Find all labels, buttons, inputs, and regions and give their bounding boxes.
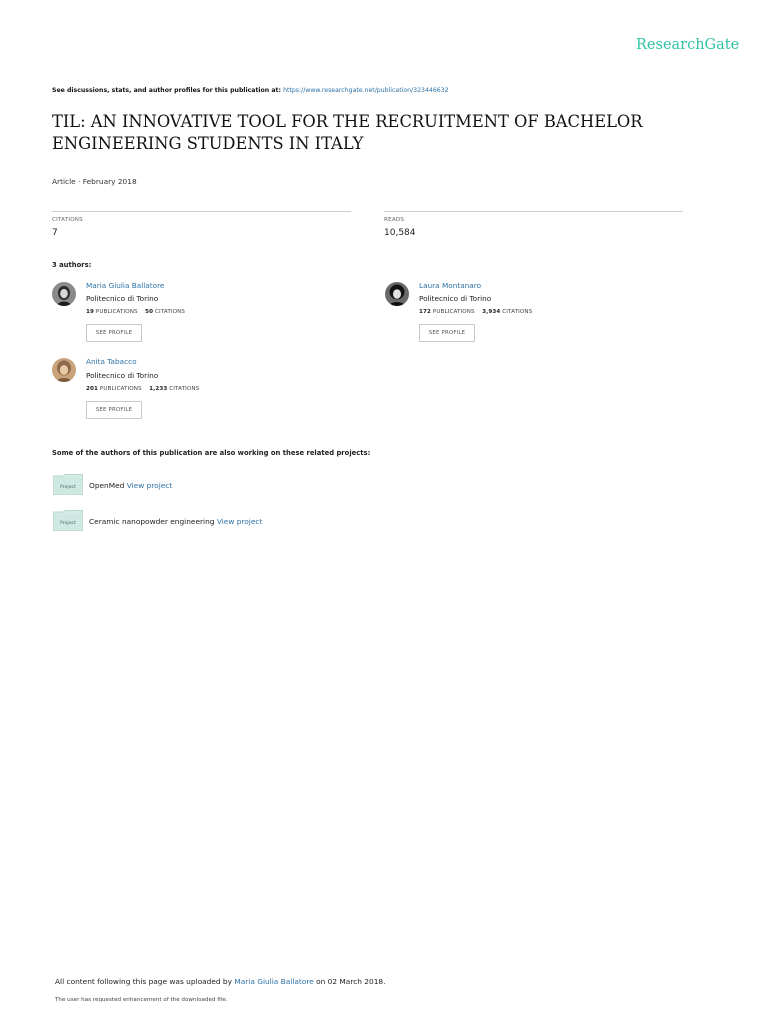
project-icon-label: Project — [60, 485, 76, 490]
author-citations-count: 3,934 — [482, 309, 501, 315]
citations-divider — [52, 211, 351, 212]
project-item — [89, 481, 172, 490]
author-publications-count: 201 — [86, 386, 98, 392]
reads-divider — [384, 211, 683, 212]
related-projects-heading: Some of the authors of this publication are also working on these related projects: — [52, 449, 371, 457]
author-stats — [86, 309, 185, 315]
author-citations-count: 1,233 — [149, 386, 168, 392]
author-publications-label: PUBLICATIONS — [99, 386, 142, 392]
author-stats — [419, 309, 532, 315]
project-folder-icon[interactable] — [53, 510, 83, 529]
citations-value: 7 — [52, 228, 58, 238]
author-citations-label: CITATIONS — [169, 386, 200, 392]
reads-label: READS — [384, 217, 405, 223]
publication-meta: Article · February 2018 — [52, 177, 137, 186]
reads-value: 10,584 — [384, 228, 416, 238]
author-citations-count: 50 — [145, 309, 154, 315]
author-name-link[interactable]: Anita Tabacco — [86, 357, 137, 366]
project-item — [89, 517, 262, 526]
uploader-link[interactable]: Maria Giulia Ballatore — [234, 977, 314, 986]
see-profile-button[interactable]: SEE PROFILE — [86, 324, 142, 342]
researchgate-logo[interactable]: ResearchGate — [636, 37, 740, 53]
citations-label: CITATIONS — [52, 217, 83, 223]
project-name: Ceramic nanopowder engineering — [89, 517, 215, 526]
author-photo-icon — [385, 282, 409, 306]
upload-notice — [55, 977, 385, 986]
author-photo-icon — [52, 358, 76, 382]
author-avatar[interactable] — [385, 282, 409, 306]
upload-notice-prefix: All content following this page was uploaded by — [55, 977, 232, 986]
see-discussions-text: See discussions, stats, and author profiles for this publication at: — [52, 87, 281, 94]
author-citations-label: CITATIONS — [155, 309, 186, 315]
author-avatar[interactable] — [52, 282, 76, 306]
view-project-link[interactable]: View project — [126, 481, 173, 490]
author-publications-label: PUBLICATIONS — [432, 309, 475, 315]
author-publications-count: 19 — [86, 309, 94, 315]
view-project-link[interactable]: View project — [216, 517, 263, 526]
see-profile-button[interactable]: SEE PROFILE — [86, 401, 142, 419]
author-publications-label: PUBLICATIONS — [95, 309, 138, 315]
author-avatar[interactable] — [52, 358, 76, 382]
project-icon-label: Project — [60, 521, 76, 526]
author-photo-icon — [52, 282, 76, 306]
see-profile-button[interactable]: SEE PROFILE — [419, 324, 475, 342]
upload-notice-suffix: on 02 March 2018. — [316, 977, 386, 986]
author-citations-label: CITATIONS — [502, 309, 533, 315]
author-institution: Politecnico di Torino — [86, 294, 159, 303]
enhancement-note: The user has requested enhancement of the downloaded file. — [55, 997, 228, 1003]
author-stats — [86, 386, 199, 392]
author-name-link[interactable]: Laura Montanaro — [419, 281, 482, 290]
publication-url-link[interactable]: https://www.researchgate.net/publication/323446632 — [283, 87, 449, 94]
author-name-link[interactable]: Maria Giulia Ballatore — [86, 281, 165, 290]
see-discussions-line — [52, 87, 449, 94]
authors-heading: 3 authors: — [52, 261, 92, 269]
project-folder-icon[interactable] — [53, 474, 83, 493]
project-name: OpenMed — [89, 481, 125, 490]
author-publications-count: 172 — [419, 309, 431, 315]
publication-title: TIL: AN INNOVATIVE TOOL FOR THE RECRUITMENT OF BACHELOR ENGINEERING STUDENTS IN ITALY — [52, 112, 643, 153]
author-institution: Politecnico di Torino — [419, 294, 492, 303]
author-institution: Politecnico di Torino — [86, 371, 159, 380]
